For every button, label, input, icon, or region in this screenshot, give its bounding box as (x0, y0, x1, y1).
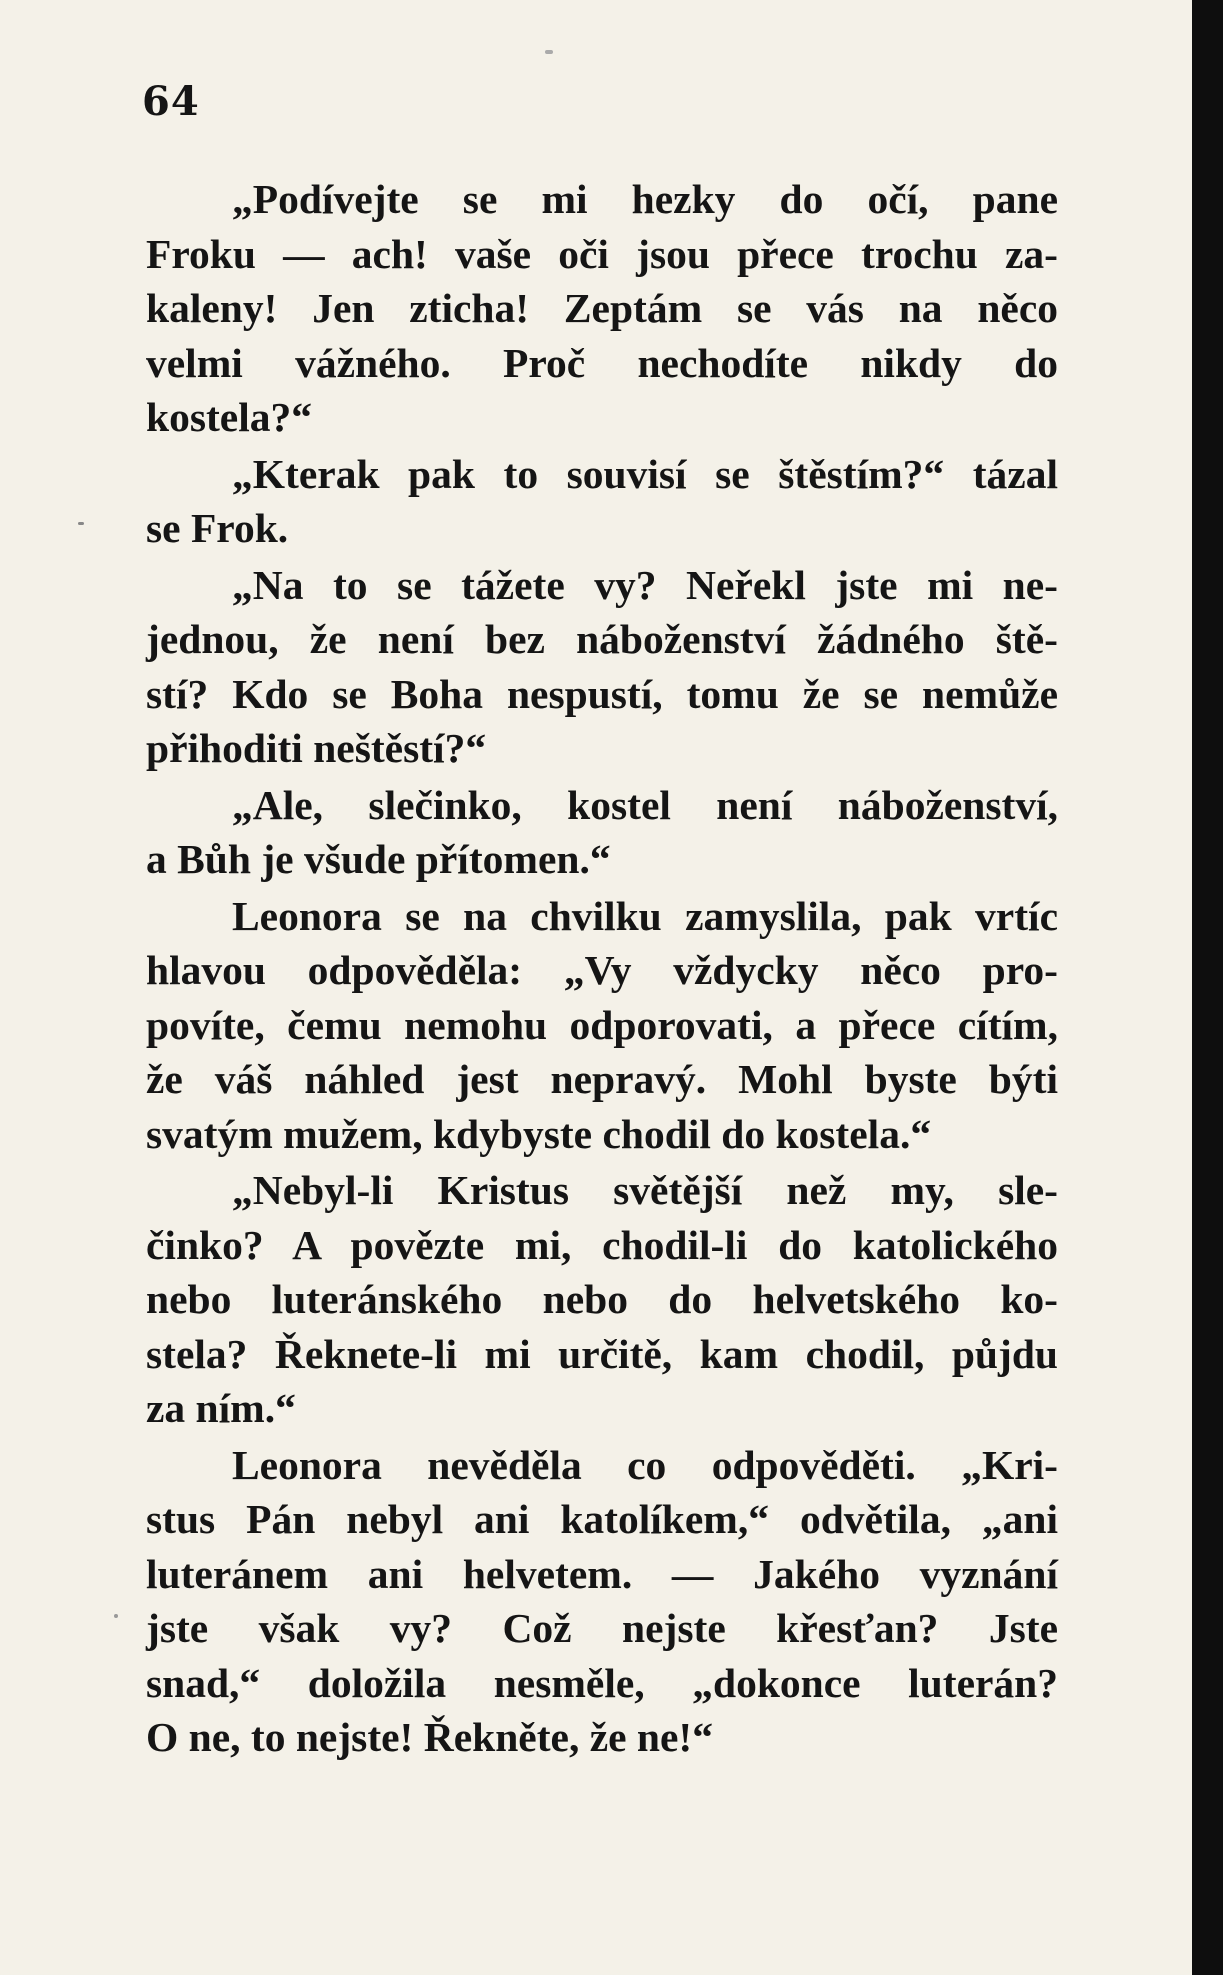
page-number: 64 (142, 78, 200, 125)
text-line: nebo luteránského nebo do helvetského ko- (146, 1276, 1058, 1322)
text-line: kostela?“ (146, 394, 312, 440)
text-line: „Nebyl-li Kristus světější než my, sle- (232, 1167, 1058, 1213)
text-line: stí? Kdo se Boha nespustí, tomu že se nemůže (146, 670, 1058, 717)
text-line: činko? A povězte mi, chodil-li do katolického (146, 1221, 1058, 1268)
text-line: Froku — ach! vaše oči jsou přece trochu za- (146, 230, 1058, 277)
paragraph (146, 778, 1058, 887)
paragraph (146, 889, 1058, 1162)
text-line: snad,“ doložila nesměle, „dokonce luterán? (146, 1659, 1058, 1706)
text-line: kaleny! Jen zticha! Zeptám se vás na něco (146, 285, 1058, 331)
text-line: velmi vážného. Proč nechodíte nikdy do (146, 339, 1058, 386)
text-line: povíte, čemu nemohu odporovati, a přece cítím, (146, 1001, 1058, 1048)
paragraph (146, 447, 1058, 556)
text-line: svatým mužem, kdybyste chodil do kostela.“ (146, 1110, 932, 1157)
text-line: přihoditi neštěstí?“ (146, 725, 487, 771)
text-line: O ne, to nejste! Řekněte, že ne!“ (146, 1714, 713, 1760)
text-line: „Ale, slečinko, kostel není náboženství, (232, 781, 1058, 828)
text-line: jednou, že není bez náboženství žádného ště- (146, 616, 1058, 662)
scan-speck (114, 1614, 118, 1618)
text-line: za ním.“ (146, 1385, 296, 1431)
text-line: se Frok. (146, 505, 289, 551)
text-line: Leonora se na chvilku zamyslila, pak vrtíc (232, 892, 1058, 939)
text-line: jste však vy? Což nejste křesťan? Jste (146, 1605, 1058, 1651)
text-line: stela? Řeknete-li mi určitě, kam chodil, půjdu (146, 1330, 1058, 1377)
text-line: „Kterak pak to souvisí se štěstím?“ tázal (232, 450, 1058, 497)
text-line: luteránem ani helvetem. — Jakého vyznání (146, 1550, 1058, 1597)
text-line: že váš náhled jest nepravý. Mohl byste býti (146, 1056, 1058, 1102)
scan-speck (78, 522, 84, 525)
scan-speck (545, 50, 553, 54)
page-body-text (146, 172, 1058, 1767)
paragraph (146, 1438, 1058, 1765)
page-edge-shadow (1192, 0, 1223, 1975)
text-line: Leonora nevěděla co odpověděti. „Kri- (232, 1441, 1058, 1488)
text-line: stus Pán nebyl ani katolíkem,“ odvětila, „ani (146, 1496, 1058, 1542)
text-line: hlavou odpověděla: „Vy vždycky něco pro- (146, 947, 1058, 993)
text-line: „Podívejte se mi hezky do očí, pane (232, 176, 1058, 222)
text-line: a Bůh je všude přítomen.“ (146, 836, 611, 882)
paragraph (146, 172, 1058, 445)
paragraph (146, 558, 1058, 776)
paragraph (146, 1163, 1058, 1436)
text-line: „Na to se tážete vy? Neřekl jste mi ne- (232, 561, 1058, 608)
